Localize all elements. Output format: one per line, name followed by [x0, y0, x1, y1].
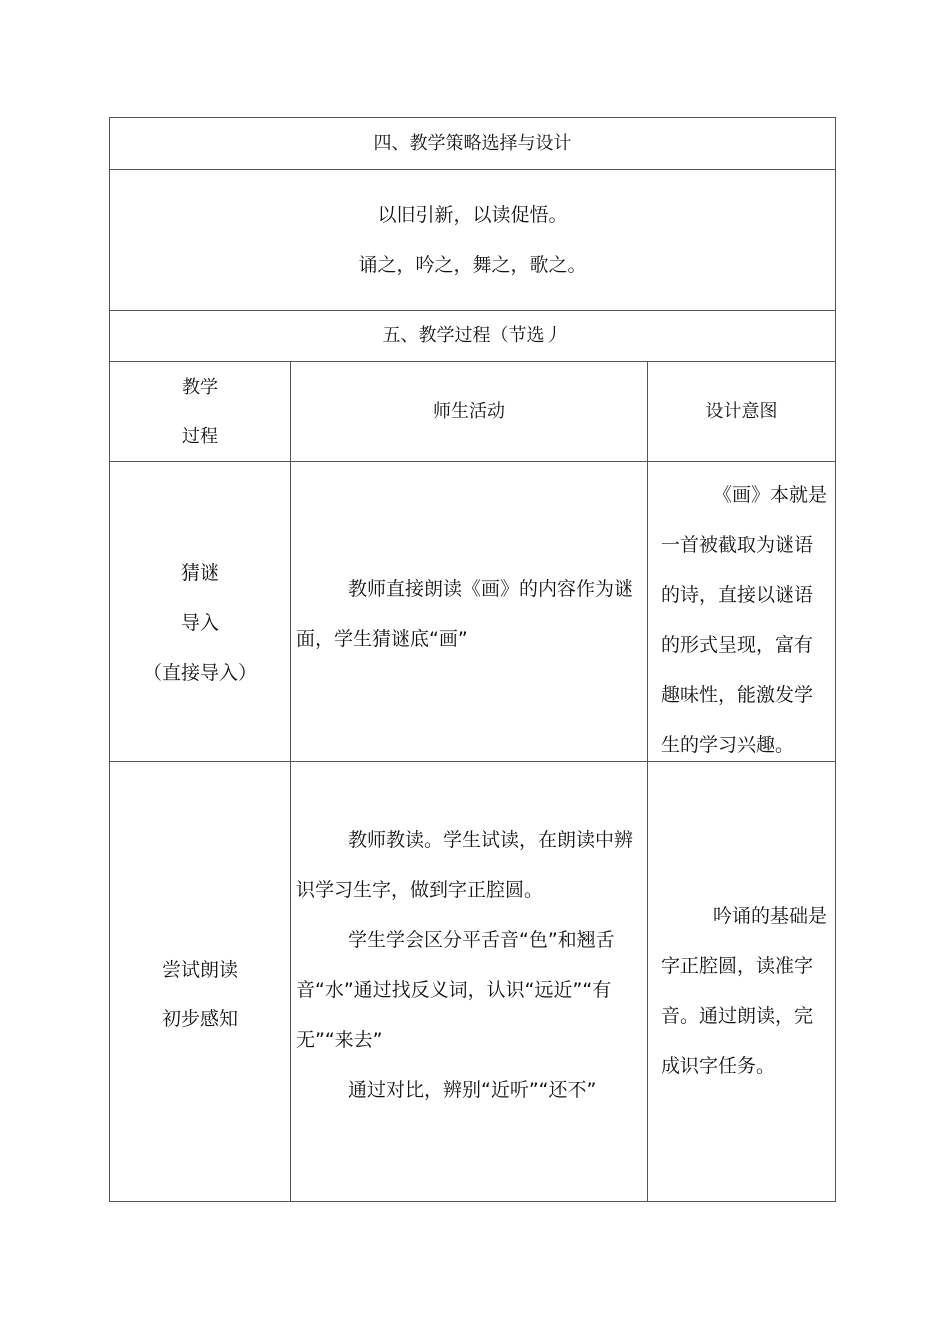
- section5-heading-text: 五、教学过程（节选丿: [382, 325, 563, 346]
- row2-intent-paragraph: 吟诵的基础是字正腔圆，读准字音。通过朗读，完成识字任务。: [661, 905, 828, 1077]
- row1-stage-line-1: 猜谜: [180, 561, 219, 584]
- header-stage-line-2: 过程: [182, 425, 218, 447]
- row1-intent-cell: [661, 470, 827, 770]
- section5-heading: [110, 311, 835, 361]
- section4-heading-text: 四、教学策略选择与设计: [373, 132, 572, 154]
- column-divider-2: [647, 361, 648, 1202]
- row1-activity-paragraph: 教师直接朗读《画》的内容作为谜面，学生猜谜底“画”: [296, 578, 634, 650]
- row2-activity-paragraph-2: 学生学会区分平舌音“色”和翘舌音“水”通过找反义词，认识“远近”“有无”“来去”: [296, 929, 615, 1051]
- row2-stage-line-1: 尝试朗读: [161, 958, 238, 981]
- row2-stage-line-2: 初步感知: [161, 1007, 238, 1030]
- header-stage-cell: [110, 362, 290, 461]
- column-divider-1: [290, 361, 291, 1202]
- row2-activity-paragraph-3: 通过对比，辨别“近听”“还不”: [348, 1079, 597, 1101]
- section4-content: [110, 170, 835, 310]
- row2-stage-cell: [110, 762, 290, 1201]
- table-border-bottom: [109, 1201, 836, 1202]
- row1-stage-cell: [110, 462, 290, 761]
- strategy-line-2: 诵之，吟之，舞之，歌之。: [358, 254, 587, 276]
- header-stage-line-1: 教学: [182, 376, 218, 398]
- header-activity-cell: [291, 362, 647, 461]
- header-intent-text: 设计意图: [705, 400, 778, 422]
- row1-intent-paragraph: 《画》本就是一首被截取为谜语的诗，直接以谜语的形式呈现，富有趣味性，能激发学生的学习兴趣。: [661, 484, 828, 756]
- row2-intent-cell: [661, 891, 827, 1091]
- header-intent-cell: [648, 362, 835, 461]
- row1-activity-cell: [296, 564, 642, 664]
- header-activity-text: 师生活动: [433, 400, 505, 422]
- row2-activity-paragraph-1: 教师教读。学生试读，在朗读中辨识学习生字，做到字正腔圆。: [296, 829, 634, 901]
- strategy-line-1: 以旧引新，以读促悟。: [377, 204, 568, 226]
- row1-stage-line-2: 导入: [180, 611, 219, 634]
- row2-activity-cell: [296, 815, 642, 1115]
- table-border-right: [835, 117, 836, 1202]
- row1-stage-line-3: （直接导入）: [142, 661, 257, 684]
- section4-heading: [110, 118, 835, 169]
